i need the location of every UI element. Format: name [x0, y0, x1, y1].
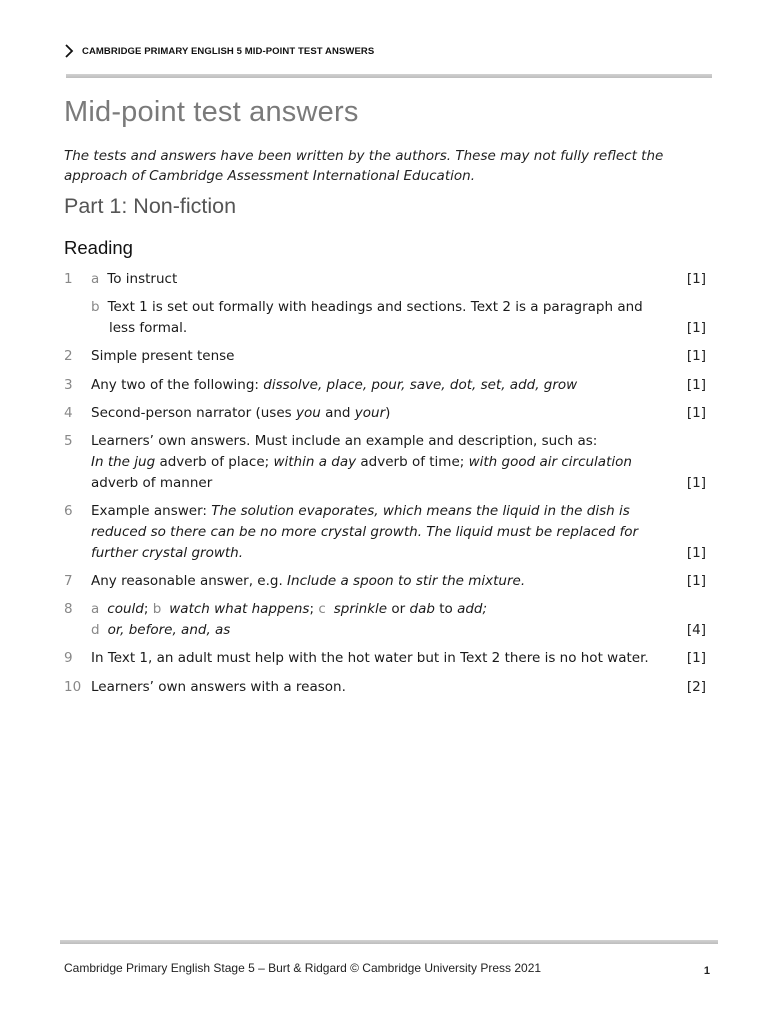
subpart-label: a — [91, 601, 100, 618]
answer-example: your — [354, 404, 386, 421]
answer-example: with good air circulation — [468, 454, 632, 471]
question-number: 8 — [64, 601, 73, 618]
marks: [2] — [686, 678, 706, 695]
marks: [4] — [686, 622, 706, 639]
marks: [1] — [686, 650, 706, 667]
answer-row-7 — [64, 571, 708, 592]
intro-note: The tests and answers have been written by the authors. These may not fully reflect the approach of Cambridge Assessment International Education. — [64, 148, 664, 184]
answer-example: sprinkle — [333, 601, 388, 618]
question-number: 3 — [64, 376, 73, 393]
marks: [1] — [686, 320, 706, 337]
answer-text: to — [434, 601, 458, 618]
question-number: 5 — [64, 433, 73, 450]
header-divider — [66, 74, 712, 78]
footer-credit: Cambridge Primary English Stage 5 – Burt & Ridgard © Cambridge University Press 2021 — [64, 961, 542, 975]
subpart-label: d — [91, 622, 100, 639]
subpart-label: c — [318, 601, 326, 618]
answer-text: Second-person narrator (uses — [91, 404, 296, 421]
question-number: 1 — [64, 271, 73, 287]
answer-text: ; — [143, 601, 153, 618]
question-number: 7 — [64, 573, 73, 590]
answer-example: you — [295, 404, 321, 421]
answer-example: The solution evaporates, which means the liquid in the dish is reduced so there can be no more crystal growth. The liquid must be replaced for further crystal growth. — [91, 503, 639, 561]
answer-text: adverb of place; — [155, 454, 274, 471]
answer-example: Include a spoon to stir the mixture. — [287, 573, 526, 590]
section-heading: Reading — [64, 237, 133, 258]
answer-example: add; — [457, 601, 488, 618]
answer-text: Learners’ own answers with a reason. — [91, 678, 346, 695]
question-number: 9 — [64, 650, 73, 667]
chevron-right-icon — [64, 43, 76, 59]
answer-row-4 — [64, 403, 708, 424]
answer-text: Learners’ own answers. Must include an example and description, such as: — [91, 433, 598, 450]
answer-example: dab — [409, 601, 435, 618]
answer-row-6 — [64, 501, 708, 563]
marks: [1] — [686, 474, 706, 491]
answer-row-10 — [64, 677, 708, 698]
answer-row-1a — [64, 269, 708, 290]
answer-example: could — [107, 601, 144, 618]
answer-row-9 — [64, 648, 708, 669]
question-number: 4 — [64, 404, 73, 421]
answer-example: watch what happens — [169, 601, 310, 618]
question-number: 2 — [64, 348, 73, 365]
answer-row-3 — [64, 375, 708, 396]
answer-text: and — [320, 404, 355, 421]
answer-example: In the jug — [91, 454, 156, 471]
answer-text: adverb of manner — [91, 474, 213, 491]
answer-text: or — [387, 601, 410, 618]
question-number: 6 — [64, 503, 73, 520]
marks: [1] — [686, 271, 706, 287]
marks: [1] — [686, 573, 706, 590]
answer-text: Text 1 is set out formally with headings and sections. Text 2 is a paragraph and less formal. — [107, 299, 643, 337]
answer-examples: dissolve, place, pour, save, dot, set, add, grow — [263, 376, 578, 393]
answer-text: To instruct — [107, 271, 178, 287]
subpart-label: a — [91, 271, 100, 287]
marks: [1] — [686, 376, 706, 393]
footer-divider — [60, 940, 718, 944]
answer-text: adverb of time; — [356, 454, 469, 471]
answer-text: Any reasonable answer, e.g. — [91, 573, 288, 590]
answer-example: within a day — [273, 454, 357, 471]
answer-example: or, before, and, as — [107, 622, 231, 639]
answer-row-5 — [64, 431, 708, 493]
answer-text: Simple present tense — [91, 348, 235, 365]
marks: [1] — [686, 544, 706, 561]
marks: [1] — [686, 404, 706, 421]
header-text: CAMBRIDGE PRIMARY ENGLISH 5 MID-POINT TEST ANSWERS — [82, 45, 375, 57]
answer-text: ; — [309, 601, 319, 618]
marks: [1] — [686, 348, 706, 365]
running-header — [64, 40, 712, 62]
answer-row-1b — [64, 297, 708, 339]
subpart-label: b — [91, 299, 100, 316]
question-number: 10 — [64, 678, 82, 695]
answer-row-2 — [64, 346, 708, 367]
page-title: Mid-point test answers — [64, 96, 359, 128]
page-number: 1 — [703, 965, 710, 977]
answer-text: ) — [385, 404, 391, 421]
answer-row-8 — [64, 599, 708, 641]
answer-list — [64, 269, 708, 705]
subpart-label: b — [152, 601, 162, 618]
answer-text: Any two of the following: — [91, 376, 264, 393]
answer-text: In Text 1, an adult must help with the hot water but in Text 2 there is no hot water. — [91, 650, 649, 667]
answer-text: Example answer: — [91, 503, 212, 520]
part-heading: Part 1: Non-fiction — [64, 194, 237, 218]
